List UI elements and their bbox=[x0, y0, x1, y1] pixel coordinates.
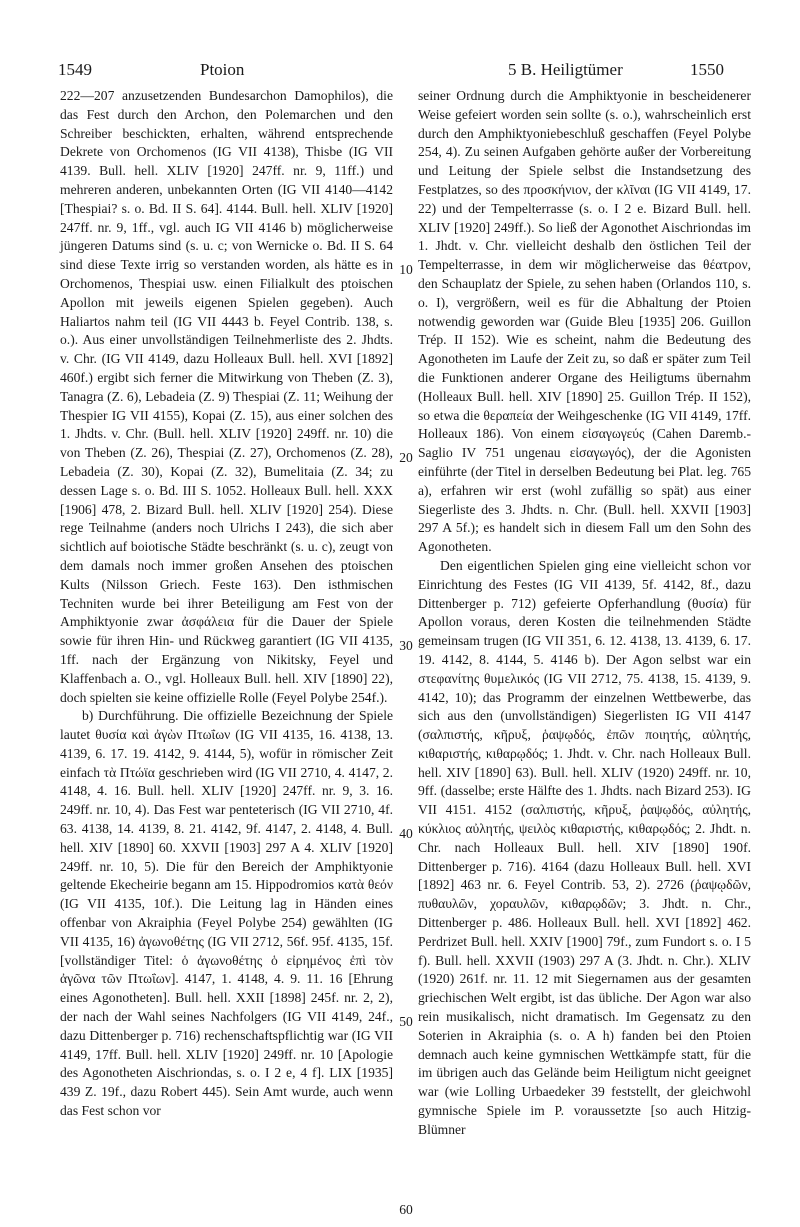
paragraph: b) Durchführung. Die offizielle Bezeichnung der Spiele lautet θυσία καὶ ἀγὼν Πτωΐων (IG VII 4135, 16. 4138, 13. 4139, 6. 17. 19. 4142, 9. 4144, 5), wofür in römischer Zeit einfach τὰ Πτώϊα geschrieben wird (IG VII 2710, 4. 4147, 2. 4148, 4. 16. Bull. hell. XLIV [1920] 247ff. nr. 9, 3. 16. 249ff. nr. 10, 4). Das Fest war penteterisch (IG VII 2710, 4f. 63. 4138, 14. 4139, 8. 21. 4142, 9f. 4147, 2. 4148, 4. Bull. hell. XIV [1890] 60. XXVII [1903] 297 A 4. XLIV [1920] 249ff. nr. 10, 5). Die für den Bereich der Amphiktyonie geltende Ekecheirie begann am 15. Hippodromios κατὰ θεόν (IG VII 4135, 10f.). Die Leitung lag in Händen eines offenbar von Akraiphia (Feyel Polybe 254) gewählten (IG VII 4135, 16) ἀγωνοθέτης (IG VII 2712, 56f. 95f. 4135, 15f. [vollständiger Titel: ὁ ἀγωνοθέτης ὁ εἰρημένος ἐπὶ τὸν ἀγῶνα τῶν Πτωΐων]. 4147, 1. 4148, 4. 9. 11. 16 [Ehrung eines Agonotheten]. Bull. hell. XXII [1898] 245f. nr. 2, 2), der nach der Wahl seines Nachfolgers (IG VII 4149, 24f., dazu Dittenberger p. 716) rechenschaftspflichtig war (IG VII 4149, 17ff. Bull. hell. XLIV [1920] 249ff. nr. 10 [Apologie des Agonotheten Aischriondas, s. o. I 2 e, 4 f]. LIX [1935] 439 Z. 19f., dazu Robert 445). Sein Amt wurde, auch wenn das Fest schon vor bbox=[60, 708, 393, 1119]
left-column bbox=[60, 87, 393, 1121]
page-title: Ptoion bbox=[200, 60, 245, 79]
paragraph: Den eigentlichen Spielen ging eine vielleicht schon vor Einrichtung des Festes (IG VII 4139, 5f. 4142, 8f., dazu Dittenberger p. 712) gefeierte Opferhandlung (θυσία) für Apollon voraus, deren Kosten die teilnehmenden Städte gemeinsam trugen (IG VII 351, 6. 12. 4138, 13. 4139, 6. 17. 19. 4142, 8. 4144, 5. 4146 b). Der Agon selbst war ein στεφανίτης θυμελικός (IG VII 2712, 75. 4138, 15. 4139, 9. 4142, 10); das Programm der einzelnen Wettbewerbe, das sich aus den (unvollständigen) Siegerlisten IG VII 4147 (σαλπιστής, κῆρυξ, ῥαψῳδός, ἐπῶν ποιητής, αὐλητής, κιθαριστής, κιθαρῳδός; 1. Jhdt. v. Chr. nach Holleaux Bull. hell. XIV [1890] 63). Bull. hell. XLIV (1920) 249ff. nr. 10, 9ff. (dasselbe; erste Hälfte des 1. Jhdts. nach Bizard 253). IG VII 4151. 4152 (σαλπιστής, κῆρυξ, ῥαψῳδός, αὐλητής, κύκλιος αὐλητής, ψειλὸς κιθαριστής, κιθαρῳδός; 2. Jhdt. n. Chr. nach Holleaux Bull. hell. XIV [1890] 190f. Dittenberger p. 716). 4164 (dazu Holleaux Bull. hell. XVI [1892] 463 nr. 6. Feyel Contrib. 53, 2). 2726 (ῥαψῳδῶν, πυθαυλῶν, χοραυλῶν, κιθαρῳδῶν; 3. Jhdt. n. Chr., Dittenberger p. 486. Holleaux Bull. hell. XVI [1892] 462. Perdrizet Bull. hell. XXIV [1900] 79f., zum Fundort s. o. I 5 f). Bull. hell. XXVII (1903) 297 A (3. Jhdt. n. Chr.). XLIV (1920) 261f. nr. 11. 12 mit Siegernamen aus der gesamten griechischen Welt ergibt, ist das übliche. Der Agon war also rein musikalisch, nicht dramatisch. Im Gegensatz zu den Soterien in Akraiphia (s. o. A h) fanden bei den Ptoien demnach auch keine gymnischen Wettkämpfe statt, für die im übrigen auch das Gelände beim Heiligtum nicht geeignet war (wie Lolling Urbaedeker 39 feststellt, der gleichwohl gymnische Spiele im P. voraussetzte [so auch Hitzig-Blümner bbox=[418, 557, 751, 1137]
right-column bbox=[418, 87, 751, 1140]
line-number: 50 bbox=[399, 1014, 413, 1029]
line-number: 40 bbox=[399, 826, 413, 841]
paragraph: seiner Ordnung durch die Amphiktyonie in bescheidenerer Weise gefeiert worden sein sollte (s. o.), wahrscheinlich erst durch den Amphiktyoniebeschluß geschaffen (Feyel Polybe 254, 4). Zu seinen Aufgaben gehörte außer der Vorbereitung und Leitung der Spiele selbst die Instandsetzung des Festplatzes, so des προσκήνιον, der κλῖναι (IG VII 4149, 17. 22) und der Tempelterrasse (s. o. I 2 e. Bizard Bull. hell. XLIV [1920] 249ff.). So ließ der Agonothet Aischriondas im 1. Jhdt. v. Chr. vielleicht deshalb den östlichen Teil der Tempelterrasse, in dem wir möglicherweise das θέατρον, den Schauplatz der Spiele, zu sehen haben (Orlandos 110, s. o. I), vergrößern, weil es für die Abhaltung der Ptoien notwendig geworden war (Guide Bleu [1935] 206. Guillon Trép. II 152). Wie es scheint, nahm die Bedeutung des Agonotheten im Laufe der Zeit zu, so daß er später zum Teil die Funktionen anderer Organe des Heiligtums übernahm (Holleaux Bull. hell. XIV [1890] 25. Guillon Trép. II 152), so etwa die θεραπεία der Weihgeschenke (IG VII 4149, 17ff. Holleaux 186). Von einem εἰσαγωγεύς (Cahen Daremb.-Saglio IV 751 ungenau εἰσαγωγός), der die Agonisten einführte (der Titel in derselben Bedeutung bei Plat. leg. 765 a), erfahren wir erst (wohl zufällig so spät) aus einer Siegerliste des 3. Jhdts. n. Chr. (Bull. hell. XXVII [1903] 297 A 5f.); es handelt sich in diesem Fall um den Sohn des Agonotheten. bbox=[418, 88, 751, 555]
line-number: 20 bbox=[399, 450, 413, 465]
line-number: 30 bbox=[399, 638, 413, 653]
line-number: 10 bbox=[399, 262, 413, 277]
paragraph: 222—207 anzusetzenden Bundesarchon Damophilos), die das Fest durch den Archon, den Polemarchen und den Schreiber beschickten, erhalten, während entsprechende Dekrete von Orchomenos (IG VII 4138), Thisbe (IG VII 4139. Bull. hell. XLIV [1920] 247ff. nr. 9, 11ff.) und mehreren anderen, unbekannten Orten (IG VII 4140—4142 [Thespiai? s. o. Bd. II S. 64]. 4144. Bull. hell. XLIV [1920] 247ff. nr. 9, 1ff., vgl. auch IG VII 4146 b) möglicherweise jüngeren Datums sind (s. u. c; von Wernicke o. Bd. II S. 64 sind diese Texte irrig so verstanden worden, als hätte es in Orchomenos, Thespiai usw. einen Filialkult des ptoischen Apollon mit jeweils eigenen Spielen gegeben). Auch Haliartos nahm teil (IG VII 4443 b. Feyel Contrib. 138, s. o.). Aus einer unvollständigen Teilnehmerliste des 2. Jhdts. v. Chr. (IG VII 4149, dazu Holleaux Bull. hell. XVI [1892] 460f.) ergibt sich ferner die Mitwirkung von Theben (Z. 3), Tanagra (Z. 6), Lebadeia (Z. 9) Thespiai (Z. 11; Weihung der Thespier IG VII 4155), Kopai (Z. 15), aus einer solchen des 1. Jhdts. v. Chr. (Bull. hell. XLIV [1920] 249ff. nr. 10) die von Theben (Z. 26), Thespiai (Z. 27), Orchomenos (Z. 28), Lebadeia (Z. 30), Kopai (Z. 32), Bumelitaia (Z. 34; zu dessen Lage s. o. Bd. III S. 1052. Holleaux Bull. hell. XXX [1906] 478, 2. Bizard Bull. hell. XLIV [1920] 254). Diese rege Teilnahme (anders noch Ulrichs I 243), die sich aber sichtlich auf boiotische Städte beschränkt (s. u. c), zeugt von dem damals noch immer großen Ansehen des ptoischen Kults (Nilsson Griech. Feste 163). Den isthmischen Techniten wurde bei ihrer Beteiligung am Fest von der Amphiktyonie zwar ἀσφάλεια für die Dauer der Spiele sowie für ihren Hin- und Rückweg garantiert (IG VII 4135, 1ff. nach der Ergänzung von Nikitsky, Feyel und Klaffenbach a. O., vgl. Holleaux Bull. hell. XIV [1890] 22), doch spielten sie keine offizielle Rolle (Feyel Polybe 254f.). bbox=[60, 88, 393, 705]
column-number-right: 1550 bbox=[690, 60, 724, 79]
section-title: 5 B. Heiligtümer bbox=[508, 60, 623, 79]
column-number-left: 1549 bbox=[58, 60, 92, 79]
line-number: 60 bbox=[399, 1202, 413, 1217]
